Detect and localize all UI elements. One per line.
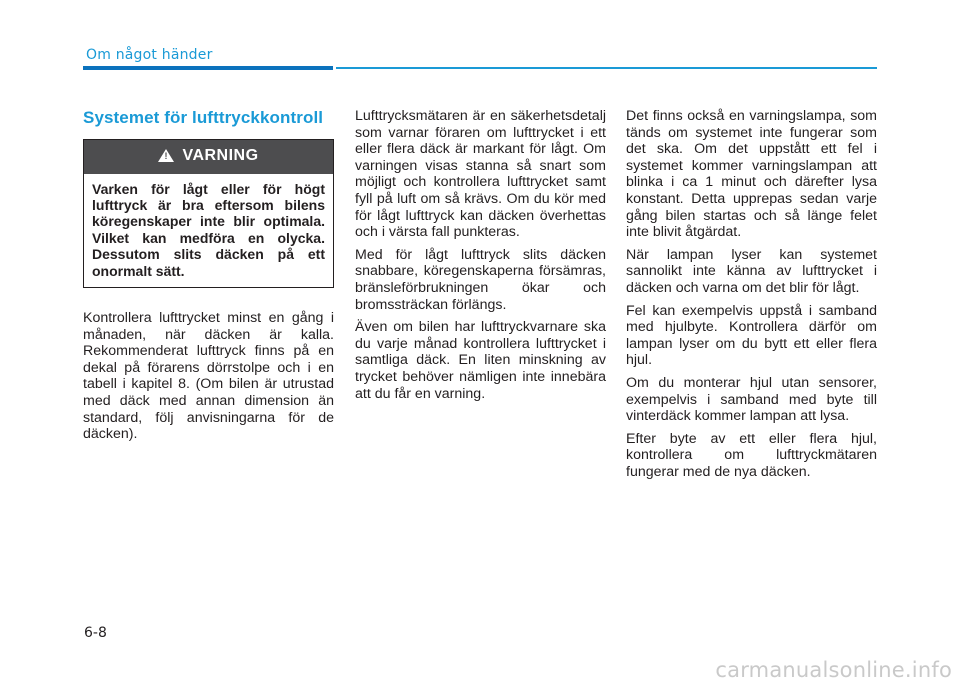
column-3 [626, 108, 877, 486]
warning-box [83, 139, 334, 288]
paragraph: När lampan lyser kan systemet sannolikt inte känna av lufttrycket i däcken och varna om det blir för lågt. [626, 246, 877, 296]
paragraph: Fel kan exempelvis uppstå i samband med hjulbyte. Kontrollera därför om lampan lyser om du bytt ett eller flera hjul. [626, 302, 877, 369]
paragraph: Kontrollera lufttrycket minst en gång i månaden, när däcken är kalla. Rekommenderat lufttryck finns på en dekal på förarens dörrstolpe och i en tabell i kapitel 8. (Om bilen är utrustad med däck med annan dimension än standard, följ anvisningarna för de däcken). [83, 310, 334, 443]
page-number: 6-8 [84, 625, 107, 641]
header-rule-thin [336, 67, 877, 69]
paragraph: Lufttrycksmätaren är en säkerhetsdetalj som varnar föraren om lufttrycket i ett eller flera däck är markant för lågt. Om varningen visas stanna så snart som möjligt och kontrollera lufttrycket samt fyll på luft om så krävs. Om du kör med för lågt lufttryck kan däcken överhettas och i värsta fall punkteras. [355, 108, 606, 241]
warning-title: VARNING [182, 147, 259, 165]
paragraph: Med för lågt lufttryck slits däcken snabbare, köregenskaperna försämras, bränsleförbrukningen ökar och bromssträckan förlängs. [355, 246, 606, 313]
warning-header [84, 140, 333, 174]
header-rule-thick [83, 66, 333, 70]
warning-triangle-icon [158, 149, 174, 162]
section-heading: Systemet för lufttryckkontroll [83, 108, 324, 127]
warning-text: Varken för lågt eller för högt lufttryck är bra eftersom bilens köregenskaper inte blir optimala. Vilket kan medföra en olycka. Dessutom slits däcken på ett onormalt sätt. [92, 180, 325, 279]
section-label: Om något händer [86, 47, 213, 63]
column-2 [355, 108, 606, 408]
paragraph: Det finns också en varningslampa, som tänds om systemet inte fungerar som det ska. Om det uppstått ett fel i systemet kommer varningslampan att blinka i ca 1 minut och därefter lysa konstant. Detta upprepas sedan varje gång bilen startas och så länge felet inte blivit åtgärdat. [626, 108, 877, 241]
paragraph: Efter byte av ett eller flera hjul, kontrollera om lufttryckmätaren fungerar med de nya däcken. [626, 430, 877, 480]
paragraph: Även om bilen har lufttryckvarnare ska du varje månad kontrollera lufttrycket i samtliga däck. En liten minskning av trycket behöver nämligen inte innebära att du får en varning. [355, 319, 606, 402]
column-1 [83, 108, 334, 449]
paragraph: Om du monterar hjul utan sensorer, exempelvis i samband med byte till vinterdäck kommer lampan att lysa. [626, 374, 877, 425]
watermark: carmanualsonline.info [715, 658, 952, 682]
